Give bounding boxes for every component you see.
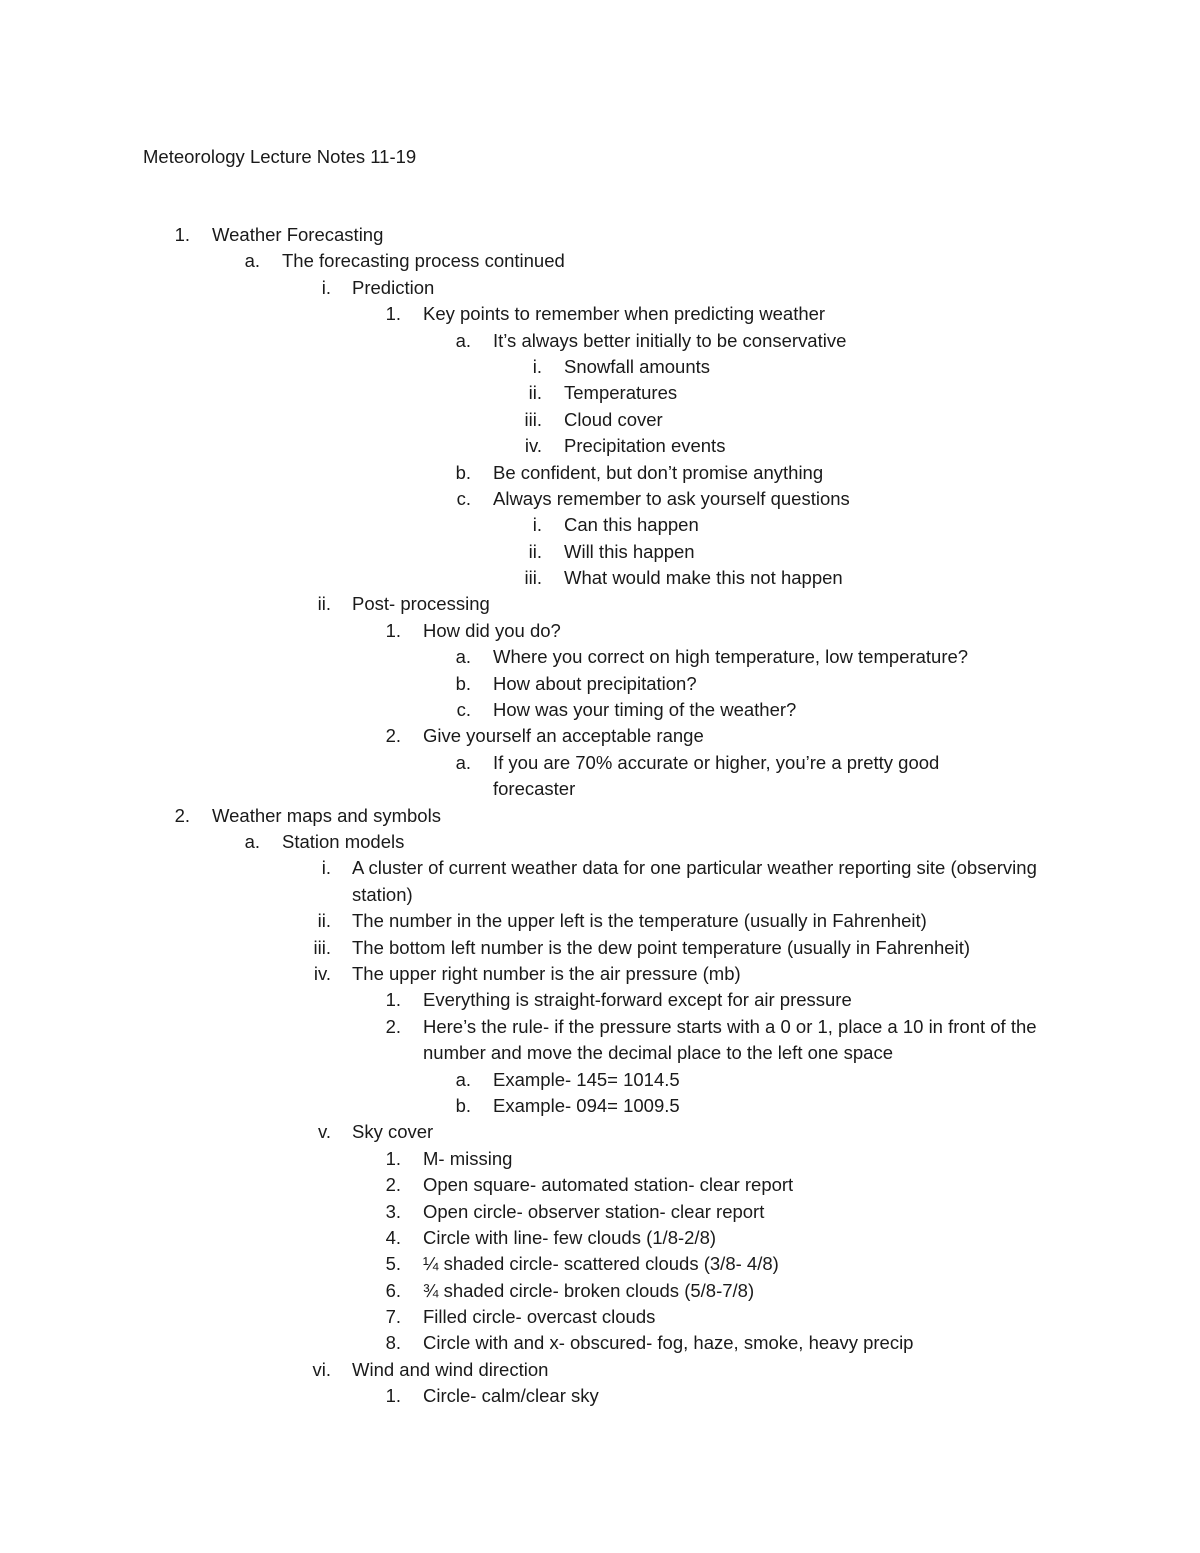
outline-item-marker: ii. <box>528 382 542 404</box>
outline-item-marker: 7. <box>385 1306 401 1328</box>
outline-item <box>0 671 1200 697</box>
outline-item-text: Key points to remember when predicting weather <box>423 303 826 325</box>
outline-item-marker: i. <box>532 355 542 377</box>
outline-item-text: How did you do? <box>423 619 561 641</box>
outline-item-marker: iv. <box>524 435 542 457</box>
outline-item-text: Cloud cover <box>564 408 663 430</box>
outline-item-text: Example- 094= 1009.5 <box>493 1094 680 1116</box>
outline-item-marker: a. <box>455 1068 471 1090</box>
outline-item <box>0 935 1200 961</box>
outline-item <box>0 1093 1200 1119</box>
outline-item-marker: b. <box>455 1094 471 1116</box>
outline-item <box>0 565 1200 591</box>
outline-item <box>0 486 1200 512</box>
outline-item-text: Be confident, but don’t promise anything <box>493 461 824 483</box>
outline-item-marker: 2. <box>385 725 401 747</box>
outline-item-text: Prediction <box>352 276 435 298</box>
outline-item-marker: 2. <box>174 804 190 826</box>
outline-item <box>0 407 1200 433</box>
outline-item-text: Wind and wind direction <box>352 1358 549 1380</box>
outline-item <box>0 829 1200 855</box>
outline-item <box>0 539 1200 565</box>
outline-item <box>0 1357 1200 1383</box>
outline-item-text: ¾ shaded circle- broken clouds (5/8-7/8) <box>423 1279 755 1301</box>
outline-item <box>0 1304 1200 1330</box>
outline-item-marker: c. <box>456 487 471 509</box>
outline-item <box>0 1225 1200 1251</box>
outline-item <box>0 908 1200 934</box>
outline-item-marker: b. <box>455 461 471 483</box>
outline-item-marker: 1. <box>385 1147 401 1169</box>
outline-item-marker: a. <box>455 646 471 668</box>
outline-item-text: Precipitation events <box>564 435 726 457</box>
outline-item <box>0 723 1200 749</box>
outline-item-text: Example- 145= 1014.5 <box>493 1068 680 1090</box>
outline-item <box>0 301 1200 327</box>
outline-item-marker: a. <box>455 329 471 351</box>
outline-item <box>0 1199 1200 1225</box>
outline-item-text: What would make this not happen <box>564 567 843 589</box>
outline-item-text: Open square- automated station- clear report <box>423 1174 794 1196</box>
outline-item-marker: 2. <box>385 1174 401 1196</box>
outline-item-marker: vi. <box>312 1358 331 1380</box>
outline-item <box>0 750 1200 803</box>
outline-item-text: How about precipitation? <box>493 672 697 694</box>
outline-item <box>0 644 1200 670</box>
outline-item-text: Where you correct on high temperature, low temperature? <box>493 646 969 668</box>
outline-item-marker: i. <box>532 514 542 536</box>
outline-item-marker: 5. <box>385 1253 401 1275</box>
outline-list <box>0 222 1200 1410</box>
outline-item-marker: iii. <box>524 567 542 589</box>
outline-item-marker: ii. <box>317 910 331 932</box>
outline-item-marker: a. <box>244 831 260 852</box>
outline-item-text: Will this happen <box>564 540 695 562</box>
outline-item-text: Circle with and x- obscured- fog, haze, smoke, heavy precip <box>423 1332 914 1354</box>
outline-item-text: Station models <box>282 831 405 852</box>
outline-item-marker: 1. <box>385 1385 401 1407</box>
outline-item-marker: 1. <box>385 619 401 641</box>
outline-item <box>0 1172 1200 1198</box>
outline-item-text: Circle with line- few clouds (1/8-2/8) <box>423 1226 717 1248</box>
outline-item-text: Everything is straight-forward except for air pressure <box>423 989 852 1011</box>
outline-item-marker: 4. <box>385 1226 401 1248</box>
outline-item <box>0 1278 1200 1304</box>
outline-item-marker: iii. <box>524 408 542 430</box>
outline-item-marker: 6. <box>385 1279 401 1301</box>
outline-item <box>0 460 1200 486</box>
outline-item <box>0 512 1200 538</box>
outline-item-text: Filled circle- overcast clouds <box>423 1306 656 1328</box>
outline-item <box>0 1119 1200 1145</box>
outline-item-text: The forecasting process continued <box>282 250 565 272</box>
outline-item-text: If you are 70% accurate or higher, you’re a pretty good forecaster <box>493 751 940 800</box>
outline-item-text: M- missing <box>423 1147 513 1169</box>
outline-item <box>0 1146 1200 1172</box>
outline-item <box>0 697 1200 723</box>
outline-item-marker: i. <box>321 857 331 879</box>
outline-item <box>0 433 1200 459</box>
outline-item-marker: ii. <box>317 593 331 615</box>
outline-item-marker: a. <box>244 250 260 272</box>
outline-item-marker: i. <box>321 276 331 298</box>
outline-item-marker: c. <box>456 699 471 721</box>
outline-item-marker: a. <box>455 751 471 773</box>
document-title: Meteorology Lecture Notes 11-19 <box>143 146 417 167</box>
outline-item-text: ¼ shaded circle- scattered clouds (3/8- 4/8) <box>423 1253 779 1275</box>
outline-item-marker: 8. <box>385 1332 401 1354</box>
outline-item <box>0 803 1200 829</box>
outline-item-text: It’s always better initially to be conservative <box>493 329 847 351</box>
outline-item-marker: b. <box>455 672 471 694</box>
outline-item-text: Open circle- observer station- clear report <box>423 1200 765 1222</box>
outline-item-text: Circle- calm/clear sky <box>423 1385 599 1407</box>
outline-item-text: Temperatures <box>564 382 678 404</box>
outline-item <box>0 987 1200 1013</box>
outline-item <box>0 1330 1200 1356</box>
outline-item-text: The upper right number is the air pressure (mb) <box>352 962 741 984</box>
outline-item <box>0 1251 1200 1277</box>
outline-item-marker: 2. <box>385 1015 401 1037</box>
outline-item <box>0 222 1200 248</box>
outline-item-text: The number in the upper left is the temperature (usually in Fahrenheit) <box>352 910 927 932</box>
outline-item-text: Always remember to ask yourself questions <box>493 487 850 509</box>
outline-item-text: How was your timing of the weather? <box>493 699 797 721</box>
outline-item-text: Sky cover <box>352 1121 434 1143</box>
outline-item-text: Snowfall amounts <box>564 355 711 377</box>
outline-item-text: Weather Forecasting <box>212 224 384 245</box>
outline-item-text: Post- processing <box>352 593 490 615</box>
outline-item <box>0 275 1200 301</box>
outline-item-text: Here’s the rule- if the pressure starts with a 0 or 1, place a 10 in front of the number and move the decimal place to the left one space <box>423 1015 1037 1064</box>
outline-item <box>0 380 1200 406</box>
outline-item-text: A cluster of current weather data for one particular weather reporting site (observing station) <box>352 857 1037 905</box>
outline-item-marker: 1. <box>385 989 401 1011</box>
outline-item <box>0 328 1200 354</box>
outline-item-marker: 1. <box>174 224 190 245</box>
outline-item-text: Give yourself an acceptable range <box>423 725 704 747</box>
outline-item <box>0 1067 1200 1093</box>
outline-item <box>0 1383 1200 1409</box>
outline-item-marker: ii. <box>528 540 542 562</box>
outline-item-text: The bottom left number is the dew point temperature (usually in Fahrenheit) <box>352 936 971 958</box>
outline-item-text: Can this happen <box>564 514 699 536</box>
outline-item-marker: 3. <box>385 1200 401 1222</box>
outline-item <box>0 855 1200 908</box>
outline-item-marker: iii. <box>313 936 331 958</box>
outline-item-marker: iv. <box>313 962 331 984</box>
outline-item-marker: 1. <box>385 303 401 325</box>
outline-item-text: Weather maps and symbols <box>212 804 441 826</box>
outline-item <box>0 618 1200 644</box>
outline-item <box>0 591 1200 617</box>
outline-item <box>0 354 1200 380</box>
outline-item <box>0 961 1200 987</box>
outline-item <box>0 1014 1200 1067</box>
outline-item-marker: v. <box>317 1121 331 1143</box>
outline-item <box>0 248 1200 274</box>
